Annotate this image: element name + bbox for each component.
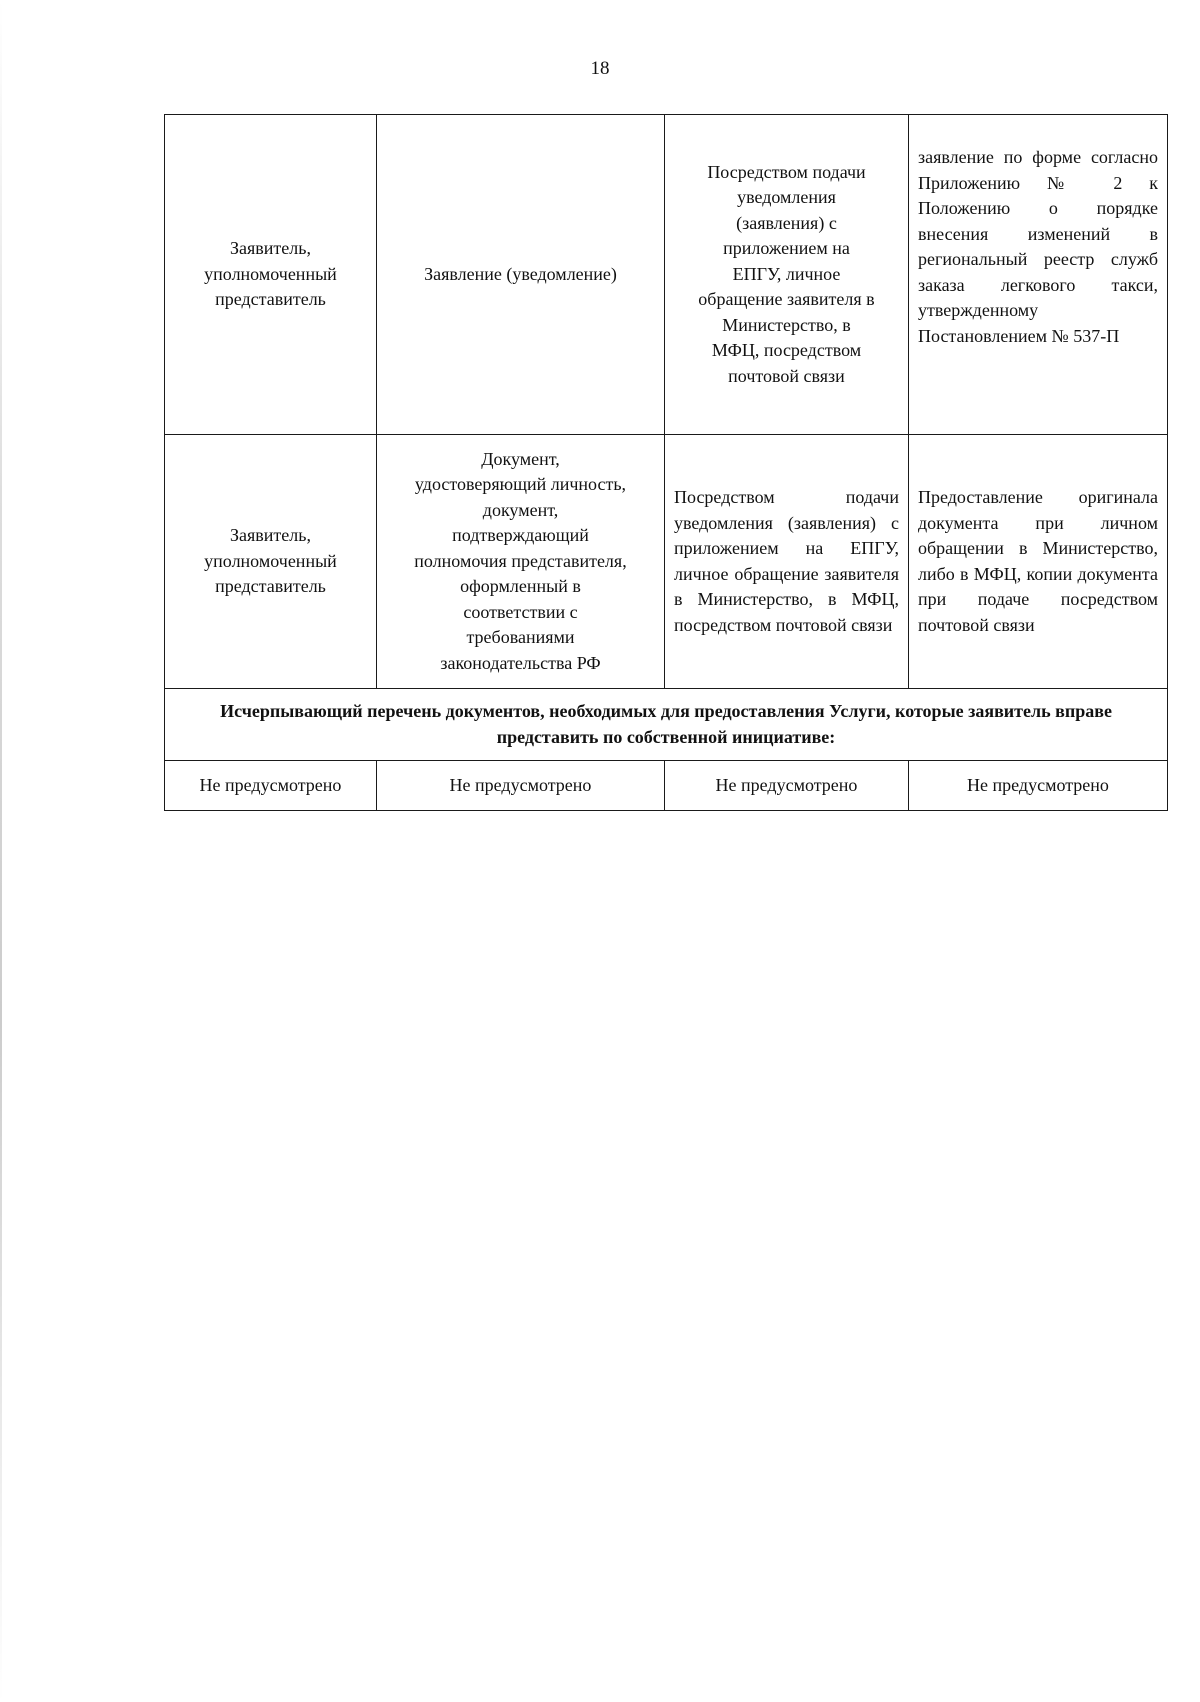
documents-table — [164, 114, 1168, 811]
scan-edge — [0, 0, 2, 1702]
submission-method-cell: Посредством подачи уведомления (заявления) с приложением на ЕПГУ, личное обращение заявителя в Министерство, в МФЦ, посредством почтовой связи — [665, 115, 909, 435]
requirements-cell: заявление по форме согласно Приложению № 2 к Положению о порядке внесения изменений в региональный реестр служб заказа легкового такси, утвержденному Постановлением № 537-П — [909, 115, 1168, 435]
document-cell: Заявление (уведомление) — [377, 115, 665, 435]
submission-method-cell: Посредством подачи уведомления (заявления) с приложением на ЕПГУ, личное обращение заявителя в Министерство, в МФЦ, посредством почтовой связи — [665, 435, 909, 689]
document-cell: Документ, удостоверяющий личность, документ, подтверждающий полномочия представителя, оформленный в соответствии с требованиями законодательства РФ — [377, 435, 665, 689]
table-row — [165, 435, 1168, 689]
page-number: 18 — [590, 58, 610, 79]
not-provided-cell: Не предусмотрено — [165, 761, 377, 811]
applicant-cell: Заявитель, уполномоченный представитель — [165, 115, 377, 435]
not-provided-cell: Не предусмотрено — [909, 761, 1168, 811]
section-heading: Исчерпывающий перечень документов, необходимых для предоставления Услуги, которые заявитель вправе представить по собственной инициативе: — [165, 689, 1168, 761]
requirements-cell: Предоставление оригинала документа при личном обращении в Министерство, либо в МФЦ, копии документа при подаче посредством почтовой связи — [909, 435, 1168, 689]
not-provided-cell: Не предусмотрено — [665, 761, 909, 811]
section-heading-row — [165, 689, 1168, 761]
table-row — [165, 115, 1168, 435]
applicant-cell: Заявитель, уполномоченный представитель — [165, 435, 377, 689]
not-provided-cell: Не предусмотрено — [377, 761, 665, 811]
table-row — [165, 761, 1168, 811]
